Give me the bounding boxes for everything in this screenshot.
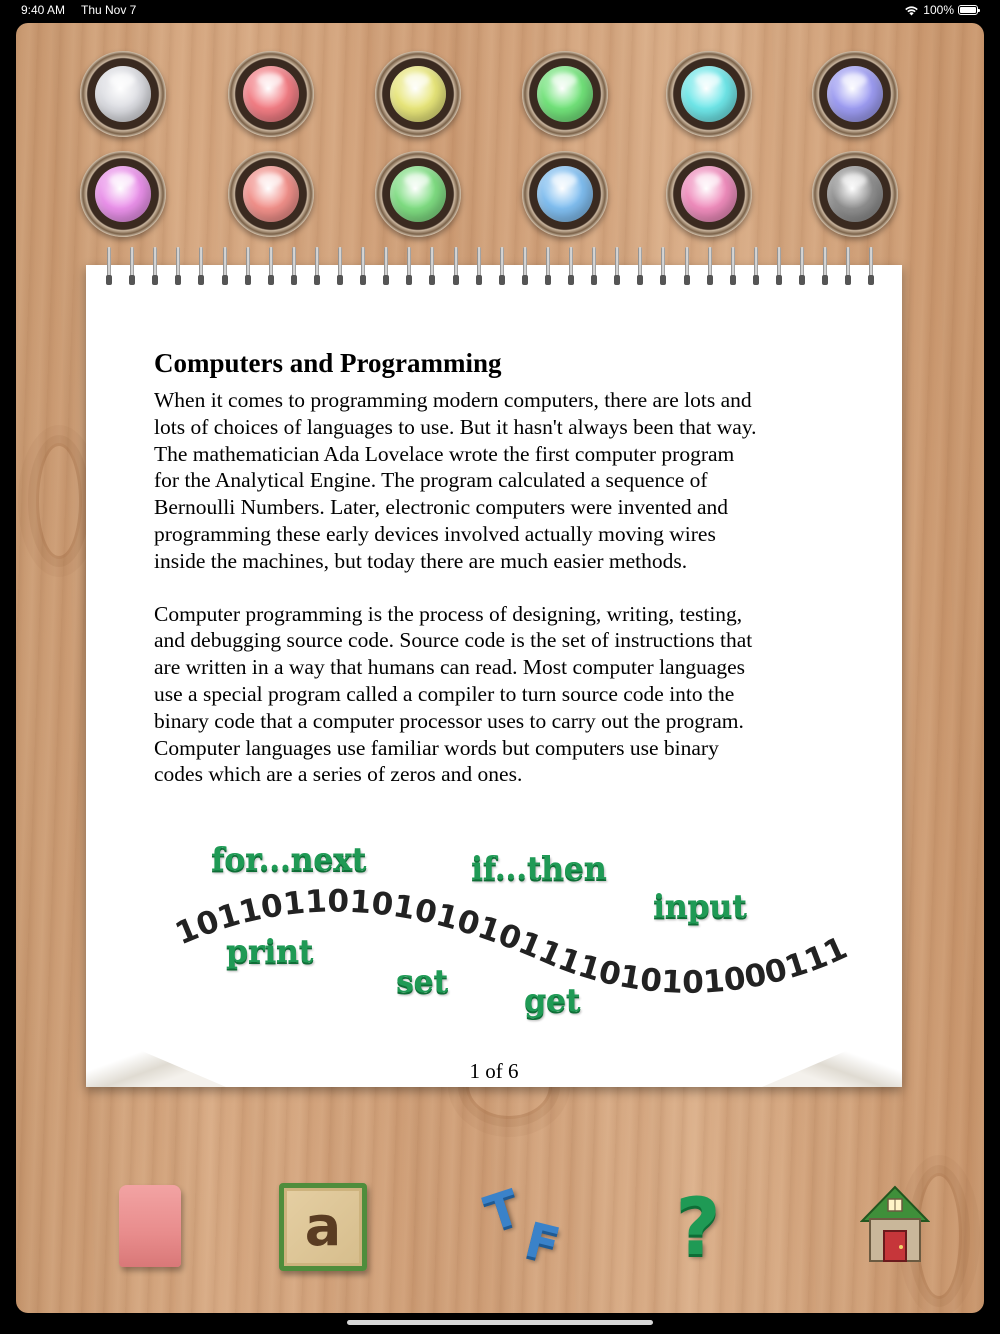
home-indicator[interactable] <box>347 1320 653 1325</box>
binding-ring <box>868 247 874 285</box>
status-time: 9:40 AM <box>21 3 66 17</box>
color-ball <box>827 66 883 122</box>
color-button-salmon[interactable] <box>228 151 314 237</box>
bottom-toolbar <box>16 1173 984 1303</box>
binding-ring <box>684 247 690 285</box>
color-button-blue[interactable] <box>522 151 608 237</box>
page-number: 1 of 6 <box>469 1059 519 1083</box>
binding-ring <box>360 247 366 285</box>
keyword-get: get <box>524 981 581 1019</box>
page-title: Computers and Programming <box>154 348 502 378</box>
color-ball <box>681 166 737 222</box>
binding-ring <box>453 247 459 285</box>
letter-block-label: a <box>304 1195 342 1258</box>
wifi-icon <box>904 5 919 16</box>
color-button-green[interactable] <box>522 51 608 137</box>
keyword-input: input <box>653 887 747 925</box>
color-button-red[interactable] <box>228 51 314 137</box>
binding-ring <box>268 247 274 285</box>
binding-ring <box>568 247 574 285</box>
binding-ring <box>476 247 482 285</box>
binding-ring <box>753 247 759 285</box>
color-button-grid <box>16 23 984 243</box>
binding-ring <box>499 247 505 285</box>
binding-ring <box>383 247 389 285</box>
help-button[interactable] <box>668 1183 728 1273</box>
battery-icon <box>958 5 978 15</box>
binding-ring <box>707 247 713 285</box>
help-icon: ? <box>675 1183 721 1273</box>
binding-ring <box>730 247 736 285</box>
keyword-print: print <box>226 932 313 970</box>
color-ball <box>827 166 883 222</box>
binding-ring <box>406 247 412 285</box>
color-ball <box>681 66 737 122</box>
binding-ring <box>198 247 204 285</box>
programming-illustration <box>155 817 853 1055</box>
eraser-button[interactable] <box>119 1185 181 1267</box>
color-button-light-green[interactable] <box>375 151 461 237</box>
binding-ring <box>337 247 343 285</box>
color-button-dark-gray[interactable] <box>812 151 898 237</box>
battery-percent: 100% <box>923 3 954 17</box>
keyword-for-next: for...next <box>211 840 366 878</box>
binding-ring <box>845 247 851 285</box>
binding-ring <box>175 247 181 285</box>
binding-ring <box>129 247 135 285</box>
home-button[interactable] <box>860 1183 930 1265</box>
binding-ring <box>429 247 435 285</box>
color-ball <box>243 166 299 222</box>
binding-ring <box>660 247 666 285</box>
binding-ring <box>614 247 620 285</box>
paragraph-1: When it comes to programming modern computers, there are lots and lots of choices of languages to use. But it hasn't always been that way. The mathematician Ada Lovelace wrote the first computer program for the Analytical Engine. The program calculated a sequence of Bernoulli Numbers. Later, electronic computers were invented and programming these early devices involved actually moving wires inside the machines, but today there are much easier methods. <box>154 388 757 573</box>
binding-ring <box>222 247 228 285</box>
binding-ring <box>152 247 158 285</box>
binding-ring <box>314 247 320 285</box>
color-button-yellow[interactable] <box>375 51 461 137</box>
color-ball <box>390 66 446 122</box>
status-right <box>904 3 978 17</box>
binding-ring <box>545 247 551 285</box>
binding-ring <box>591 247 597 285</box>
color-button-pink[interactable] <box>80 151 166 237</box>
color-button-cyan[interactable] <box>666 51 752 137</box>
status-bar <box>0 0 1000 22</box>
tf-f-letter: F <box>519 1211 566 1275</box>
color-ball <box>390 166 446 222</box>
binding-ring <box>522 247 528 285</box>
binding-ring <box>106 247 112 285</box>
spiral-binding <box>106 247 886 287</box>
wood-background <box>16 23 984 1313</box>
tf-t-letter: T <box>478 1179 527 1243</box>
paragraph-2: Computer programming is the process of designing, writing, testing, and debugging source code. Source code is the set of instructions that are written in a way that humans can read. Most computer languages use a special program called a compiler to turn source code into the binary code that a computer processor uses to carry out the program. Computer languages use familiar words but computers use binary codes which are a series of zeros and ones. <box>154 601 753 787</box>
color-button-rose[interactable] <box>666 151 752 237</box>
binding-ring <box>291 247 297 285</box>
color-button-purple[interactable] <box>812 51 898 137</box>
binding-ring <box>799 247 805 285</box>
binding-ring <box>245 247 251 285</box>
house-icon <box>860 1183 930 1265</box>
binding-ring <box>822 247 828 285</box>
binding-ring <box>776 247 782 285</box>
binary-digits: 101101101010101011110101010001111 <box>155 817 853 1001</box>
status-date: Thu Nov 7 <box>81 3 137 17</box>
color-ball <box>537 166 593 222</box>
color-button-gray[interactable] <box>80 51 166 137</box>
binding-ring <box>637 247 643 285</box>
color-ball <box>95 166 151 222</box>
letter-block-button[interactable] <box>279 1183 367 1271</box>
keyword-set: set <box>396 962 448 1000</box>
true-false-quiz-button[interactable] <box>478 1179 578 1277</box>
page-content <box>154 347 854 788</box>
notepad <box>86 265 902 1087</box>
wood-knot <box>36 443 82 559</box>
color-ball <box>95 66 151 122</box>
color-ball <box>537 66 593 122</box>
keyword-if-then: if...then <box>471 849 607 887</box>
color-ball <box>243 66 299 122</box>
